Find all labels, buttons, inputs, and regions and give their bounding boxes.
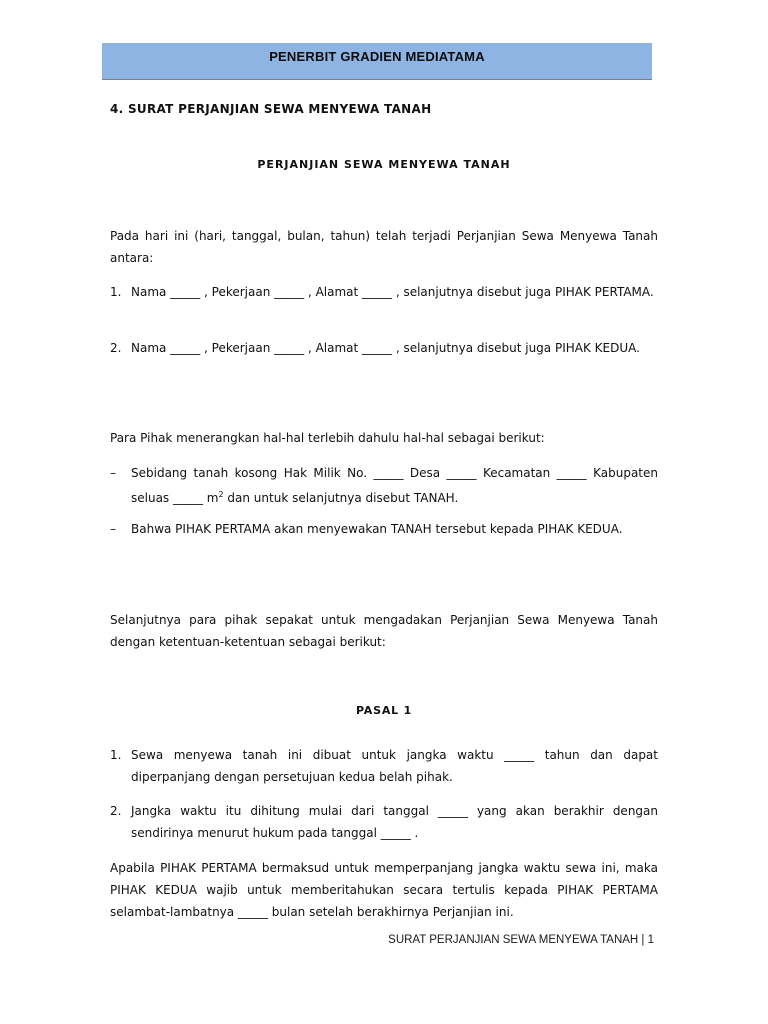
recital-text [131, 462, 658, 509]
header-bar [102, 43, 652, 80]
recital-text: Bahwa PIHAK PERTAMA akan menyewakan TANAH tersebut kepada PIHAK KEDUA. [131, 522, 623, 536]
page-footer: SURAT PERJANJIAN SEWA MENYEWA TANAH | 1 [388, 934, 654, 946]
pasal-1-item-second [110, 800, 658, 844]
section-heading: 4. SURAT PERJANJIAN SEWA MENYEWA TANAH [110, 102, 432, 116]
party-text: Nama _____ , Pekerjaan _____ , Alamat _____ , selanjutnya disebut juga PIHAK KEDUA. [131, 341, 640, 355]
pasal-1-item-first [110, 744, 658, 788]
pasal-1-closing-paragraph: Apabila PIHAK PERTAMA bermaksud untuk memperpanjang jangka waktu sewa ini, maka PIHAK KEDUA wajib untuk memberitahukan secara tertulis kepada PIHAK PERTAMA selambat-lambatnya _____ bulan setelah berakhirnya Perjanjian ini. [110, 861, 658, 919]
document-title: PERJANJIAN SEWA MENYEWA TANAH [257, 158, 511, 171]
list-marker: 1. [110, 748, 122, 762]
publisher-title: PENERBIT GRADIEN MEDIATAMA [269, 49, 485, 64]
list-marker: 2. [110, 804, 122, 818]
party-item-second [110, 337, 658, 359]
list-marker: 1. [110, 285, 122, 299]
pasal-item-text: Sewa menyewa tanah ini dibuat untuk jangka waktu _____ tahun dan dapat diperpanjang dengan persetujuan kedua belah pihak. [131, 748, 658, 784]
list-marker: 2. [110, 341, 122, 355]
pasal-1-title: PASAL 1 [355, 704, 413, 717]
intro-paragraph: Pada hari ini (hari, tanggal, bulan, tahun) telah terjadi Perjanjian Sewa Menyewa Tanah antara: [110, 229, 658, 265]
preamble-paragraph: Para Pihak menerangkan hal-hal terlebih dahulu hal-hal sebagai berikut: [110, 431, 545, 445]
party-item-first [110, 281, 658, 303]
superscript-two: 2 [218, 490, 224, 499]
pasal-item-text: Jangka waktu itu dihitung mulai dari tanggal _____ yang akan berakhir dengan sendirinya menurut hukum pada tanggal _____ . [131, 804, 658, 840]
list-marker: – [110, 466, 116, 480]
recital-text-before: Sebidang tanah kosong Hak Milik No. _____ Desa _____ Kecamatan _____ Kabupaten seluas _____ m [131, 466, 658, 505]
recital-item-lease [110, 518, 658, 540]
party-text: Nama _____ , Pekerjaan _____ , Alamat _____ , selanjutnya disebut juga PIHAK PERTAMA. [131, 285, 654, 299]
agreement-intro-paragraph: Selanjutnya para pihak sepakat untuk mengadakan Perjanjian Sewa Menyewa Tanah dengan ketentuan-ketentuan sebagai berikut: [110, 613, 658, 649]
recital-text-after: dan untuk selanjutnya disebut TANAH. [223, 491, 459, 505]
list-marker: – [110, 522, 116, 536]
recital-item-land [110, 462, 658, 509]
